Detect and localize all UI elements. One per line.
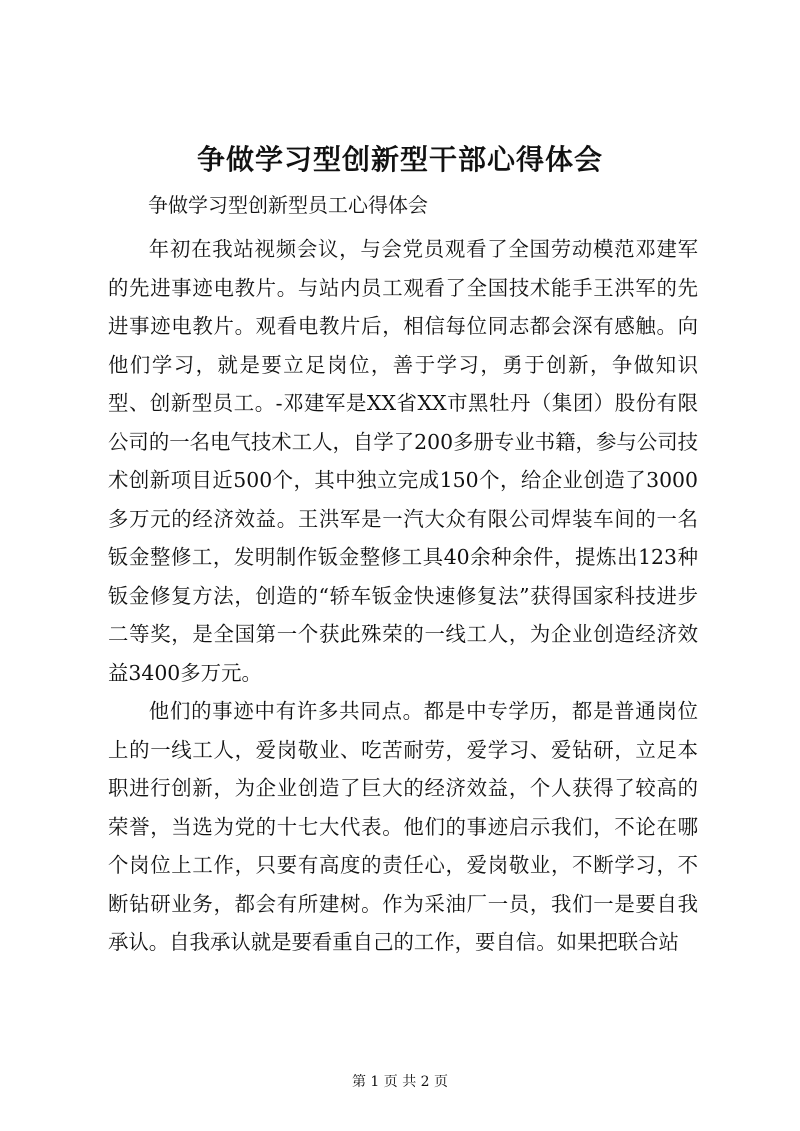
page-footer: 第 1 页 共 2 页: [351, 1074, 449, 1090]
document-title: 争做学习型创新型干部心得体会: [196, 143, 603, 176]
document-subtitle: 争做学习型创新型员工心得体会: [148, 193, 428, 217]
document-body: [108, 230, 698, 962]
paragraph-2: 他们的事迹中有许多共同点。都是中专学历，都是普通岗位上的一线工人，爱岗敬业、吃苦耐劳，爱学习、爱钻研，立足本职进行创新，为企业创造了巨大的经济效益，个人获得了较高的荣誉，当选为党的十七大代表。他们的事迹启示我们，不论在哪个岗位上工作，只要有高度的责任心，爱岗敬业，不断学习，不断钻研业务，都会有所建树。作为采油厂一员，我们一是要自我承认。自我承认就是要看重自己的工作，要自信。如果把联合站: [108, 699, 698, 954]
paragraph-1: 年初在我站视频会议，与会党员观看了全国劳动模范邓建军的先进事迹电教片。与站内员工观看了全国技术能手王洪军的先进事迹电教片。观看电教片后，相信每位同志都会深有感触。向他们学习，就是要立足岗位，善于学习，勇于创新，争做知识型、创新型员工。-邓建军是XX省XX市黑牡丹（集团）股份有限公司的一名电气技术工人，自学了200多册专业书籍，参与公司技术创新项目近500个，其中独立完成150个，给企业创造了3000多万元的经济效益。王洪军是一汽大众有限公司焊装车间的一名钣金整修工，发明制作钣金整修工具40余种余件，提炼出123种钣金修复方法，创造的“轿车钣金快速修复法”获得国家科技进步二等奖，是全国第一个获此殊荣的一线工人，为企业创造经济效益3400多万元。: [108, 237, 698, 685]
